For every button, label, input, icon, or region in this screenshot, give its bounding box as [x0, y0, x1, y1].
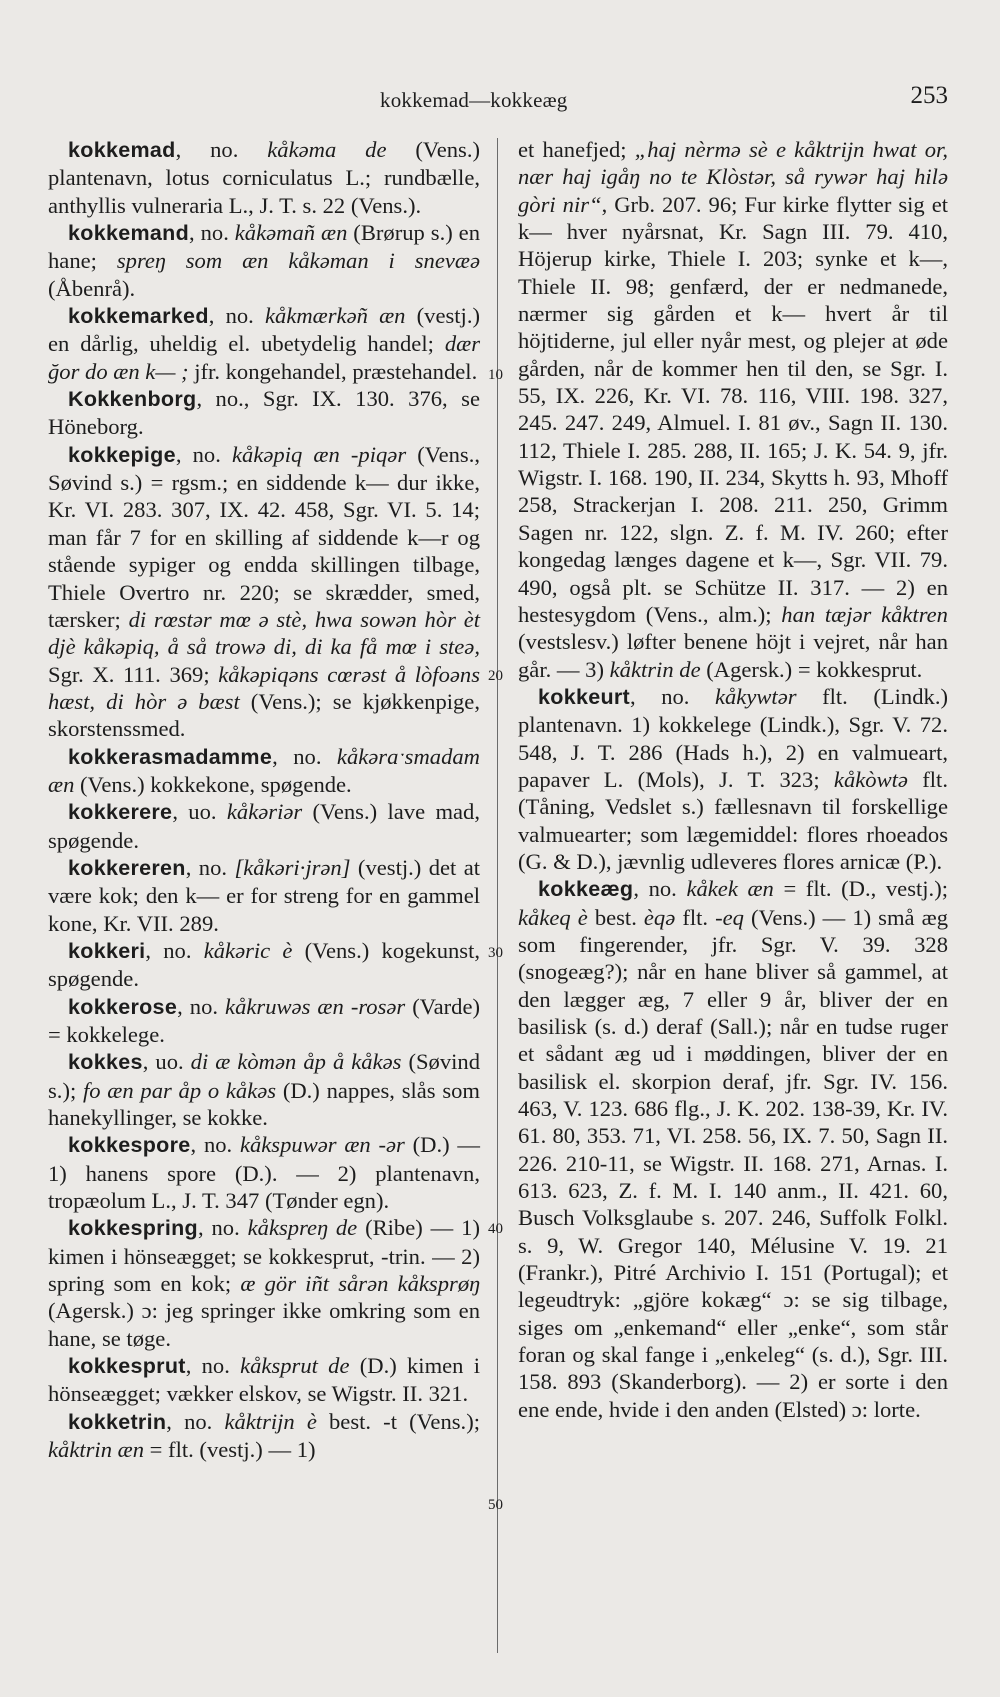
dialect-form: kåkəpiq æn -piqər [232, 441, 407, 467]
entry-text: , no. [208, 303, 266, 329]
entry-headword: kokkespring [68, 1216, 198, 1241]
line-number: 30 [488, 945, 503, 961]
entry-headword: kokkeri [68, 938, 146, 963]
entry-text: flt. [675, 904, 716, 930]
entry-text: = flt. (D., vestj.); [773, 876, 948, 902]
column-divider [497, 138, 498, 1653]
entry-headword: kokkerere [68, 800, 173, 825]
entry-text: jfr. kongehandel, præstehandel. [188, 358, 478, 384]
dialect-form: æ gör iñt sårən kåksprøŋ [240, 1271, 480, 1297]
entry-text: , no. [190, 1132, 240, 1158]
dialect-form: kåkspreŋ de [247, 1215, 358, 1241]
dictionary-entry [518, 875, 948, 1423]
dialect-form: kåksprut de [240, 1353, 350, 1379]
left-column [48, 136, 480, 1464]
dialect-form: kåkmærkəñ æn [265, 303, 406, 329]
entry-headword: kokkes [68, 1050, 143, 1075]
dialect-form: kåkəma de [267, 137, 387, 162]
entry-text: , no. [633, 876, 687, 902]
entry-text: (Åbenrå). [48, 275, 136, 301]
dialect-form: kåkəpiqəns cœrəst å lòfoəns hæst, di hòr ə bæst [48, 661, 480, 714]
dialect-form: kåkspuwər æn -ər [239, 1132, 405, 1158]
entry-headword: kokkemad [68, 138, 176, 162]
entry-text: , no. [166, 1408, 225, 1434]
entry-headword: kokkepige [68, 442, 176, 467]
page-number: 253 [910, 82, 948, 109]
right-column [518, 136, 948, 1423]
dictionary-entry [48, 136, 480, 219]
entry-headword: kokkereren [68, 855, 186, 880]
dialect-form: kåktrijn è [224, 1408, 317, 1434]
dictionary-entry [48, 385, 480, 441]
entry-text: , no. [272, 743, 337, 769]
entry-text: , no., Sgr. IX. 130. 376, se Höneborg. [48, 386, 480, 440]
entry-text: (D.) — 1) hanens spore (D.). — 2) plantenavn, tropæolum L., J. T. 347 (Tønder egn). [48, 1132, 480, 1214]
entry-text: (Brørup s.) en hane; [48, 220, 480, 274]
dictionary-entry [48, 302, 480, 385]
entry-text: et hanefjed; [518, 137, 635, 162]
entry-text: (D.) kimen i hönseægget; vækker elskov, se Wigstr. II. 321. [48, 1353, 480, 1407]
dictionary-entry [48, 937, 480, 993]
entry-headword: Kokkenborg [68, 387, 197, 412]
dialect-form: kåktrin de [609, 656, 701, 682]
entry-headword: kokkemarked [68, 304, 209, 329]
running-head: kokkemad—kokkeæg [380, 88, 568, 112]
entry-text: (Vens.) lave mad, spøgende. [48, 799, 481, 853]
dictionary-entry [48, 743, 480, 799]
dictionary-entry [48, 1131, 480, 1214]
dialect-form: kåkəmañ æn [234, 220, 348, 246]
entry-text: , Grb. 207. 96; Fur kirke flytter sig et k— hver nyårsnat, Kr. Sagn III. 79. 410, Höjerup kirke, Thiele I. 203; synke et k—, Thiele II. 98; genfærd, der er nedmanede, nærmer sig gården et k— hvert år til höjtiderne, jul eller nyår mest, og plejer at øde gården, når de kommer hen til den, se Sgr. I. 55, IX. 226, Kr. VI. 78. 116, VIII. 198. 327, 245. 247. 249, Almuel. I. 81 øv., Sagn II. 130. 112, Thiele I. 285. 288, II. 165; J. K. 54. 9, jfr. Wigstr. I. 168. 190, II. 234, Skytts h. 93, Mhoff 258, Strackerjan I. 208. 211. 250, Grimm Sagen nr. 122, slgn. Z. f. M. IV. 260; efter kongedag længes dagene et k—, Sgr. VII. 79. 490, også plt. se Schütze II. 317. — 2) en hestesygdom (Vens., alm.); [518, 191, 949, 627]
entry-headword: kokketrin [68, 1409, 167, 1434]
dictionary-entry [48, 1214, 480, 1352]
entry-text: (vestj.) en dårlig, uheldig el. ubetydelig handel; [48, 303, 480, 357]
dictionary-entry [48, 1352, 480, 1408]
entry-text: (Vens.) kogekunst, spøgende. [48, 937, 481, 992]
entry-text: , no. [185, 854, 235, 880]
entry-text: best. [587, 904, 644, 930]
entry-text: (Vens., Søvind s.) = rgsm.; en siddende k— dur ikke, Kr. VI. 283. 307, IX. 42. 458, Sgr. VI. 5. 14; man får 7 for en skilling af siddende k—r og stående sypiger og endda skillingen tilbage, Thiele Overtro nr. 220; se skrædder, smed, tærsker; [48, 441, 481, 632]
dialect-form: di æ kòmən åp å kåkəs [190, 1049, 402, 1075]
dialect-form: fo æn par åp o kåkəs [82, 1077, 277, 1103]
dialect-form: „haj nèrmə sè e kåktrijn hwat or, nær haj igåŋ no te Klòstər, så rywər haj hilə gòri nir“ [518, 137, 948, 217]
entry-text: (Søvind s.); [48, 1049, 481, 1103]
dictionary-entry [48, 441, 480, 743]
dialect-form: [kåkəri·jrən] [234, 854, 351, 880]
dialect-form: di rœstər mœ ə stè, hwa sowən hòr èt djè kåkəpiq, å så trowə di, di ka få mœ i steə, [48, 606, 480, 660]
dictionary-entry [48, 1408, 480, 1464]
dialect-form: kåkəric è [203, 937, 293, 963]
dialect-form: dær ğor do æn k— ; [48, 331, 480, 384]
entry-text: (vestslesv.) løfter benene höjt i vejret, når han går. — 3) [518, 629, 948, 682]
entry-text: (Varde) = kokkelege. [48, 993, 480, 1047]
line-number: 40 [488, 1221, 503, 1237]
entry-headword: kokkesprut [68, 1354, 186, 1379]
entry-text: , no. [145, 937, 204, 963]
entry-text: (Vens.) kokkekone, spøgende. [74, 771, 352, 797]
entry-text: , no. [175, 137, 268, 162]
entry-text: (Agersk.) = kokkesprut. [700, 656, 923, 682]
dialect-form: kåkòwtə [833, 766, 908, 792]
entry-headword: kokkerose [68, 994, 178, 1019]
dictionary-entry [48, 854, 480, 937]
dialect-form: spreŋ som æn kåkəman i snevæə [116, 248, 481, 274]
dialect-form: kåkeq è [518, 904, 588, 930]
dictionary-entry [48, 993, 480, 1049]
dictionary-entry [518, 683, 948, 875]
dialect-form: kåkəraˑsmadam æn [48, 743, 480, 797]
entry-text: , uo. [142, 1049, 191, 1075]
dictionary-entry [48, 1048, 480, 1131]
entry-text: , no. [177, 993, 226, 1019]
dialect-form: kåktrin æn [48, 1437, 145, 1463]
entry-text: (Vens.); se kjøkkenpige, skorstenssmed. [48, 688, 480, 742]
entry-text: , no. [175, 441, 233, 467]
entry-headword: kokkespore [68, 1133, 191, 1158]
dialect-form: kåkek æn [686, 876, 774, 902]
entry-text: (vestj.) det at være kok; den k— er for streng for en gammel kone, Kr. VII. 289. [48, 854, 480, 936]
dictionary-entry [48, 219, 480, 302]
line-number: 20 [488, 668, 503, 684]
entry-headword: kokkeurt [538, 684, 631, 709]
entry-text: , no. [197, 1215, 248, 1241]
dialect-form: kåkəriər [226, 799, 303, 825]
entry-text: Sgr. X. 111. 369; [48, 661, 219, 687]
line-number: 10 [488, 367, 503, 383]
entry-text: flt. (Tåning, Vedslet s.) fællesnavn til forskellige valmuearter; som lægemiddel: flores rhoeados (G. & D.), jævnlig udleveres flores arnicæ (P.). [518, 766, 948, 874]
dialect-form: kåkruwəs æn -rosər [225, 993, 406, 1019]
entry-text: (Agersk.) ɔ: jeg springer ikke omkring som en hane, se tøge. [48, 1298, 480, 1351]
entry-text: (Vens.) plantenavn, lotus corniculatus L.; rundbælle, anthyllis vulneraria L., J. T. s. 22 (Vens.). [48, 137, 481, 218]
entry-text: , no. [630, 683, 715, 709]
entry-headword: kokkeæg [538, 877, 634, 902]
dialect-form: -eq [715, 904, 744, 930]
entry-headword: kokkerasmadamme [68, 744, 273, 769]
dialect-form: han tæjər kåktren [781, 601, 948, 627]
entry-text: flt. (Lindk.) plantenavn. 1) kokkelege (Lindk.), Sgr. V. 72. 548, J. T. 286 (Hads h.), 2) en valmueart, papaver L. (Mols), J. T. 323; [518, 683, 948, 792]
entry-text: , uo. [172, 799, 227, 825]
dialect-form: èqə [643, 904, 676, 930]
entry-headword: kokkemand [68, 221, 190, 246]
entry-text: best. -t (Vens.); [316, 1408, 480, 1434]
entry-text: (D.) nappes, slås som hanekyllinger, se kokke. [48, 1077, 480, 1131]
entry-text: (Vens.) — 1) små æg som fingerender, jfr. Sgr. V. 39. 328 (snogeæg?); når en hane bliver så gammel, at den lægger æg, 7 eller 9 år, bliver der en basilisk (s. d.) deraf (Sall.); når en tudse ruger et sådant æg ud i møddingen, bliver der en basilisk el. skorpion deraf, jfr. Sgr. IV. 156. 463, V. 123. 686 flg., J. K. 202. 138-39, Kr. IV. 61. 80, 353. 71, VI. 258. 56, IX. 7. 50, Sagn II. 226. 210-11, se Wigstr. II. 168. 271, Arnas. I. 613. 623, Z. f. M. I. 140 anm., II. 421. 60, Busch Volksglaube s. 207. 246, Suffolk Folkl. s. 9, W. Gregor 140, Mélusine V. 19. 21 (Frankr.), Pitré Archivio I. 151 (Portugal); et legeudtryk: „gjöre kokæg“ ɔ: se sig tilbage, siges om „enkemand“ eller „enke“, som står foran og skal fange i „enkeleg“ (s. d.), Sgr. III. 158. 893 (Skanderborg). — 2) er sorte i den ene ende, hvide i den anden (Elsted) ɔ: lorte. [518, 904, 948, 1422]
entry-text: , no. [189, 220, 235, 246]
entry-text: (Ribe) — 1) kimen i hönseægget; se kokkesprut, -trin. — 2) spring som en kok; [48, 1215, 480, 1297]
dictionary-entry [518, 136, 948, 683]
dictionary-entry [48, 798, 480, 854]
entry-text: , no. [185, 1353, 241, 1379]
dialect-form: kåkywtər [714, 683, 797, 709]
page-header [0, 82, 1000, 122]
line-number: 50 [488, 1497, 503, 1513]
entry-text: = flt. (vestj.) — 1) [144, 1437, 316, 1463]
